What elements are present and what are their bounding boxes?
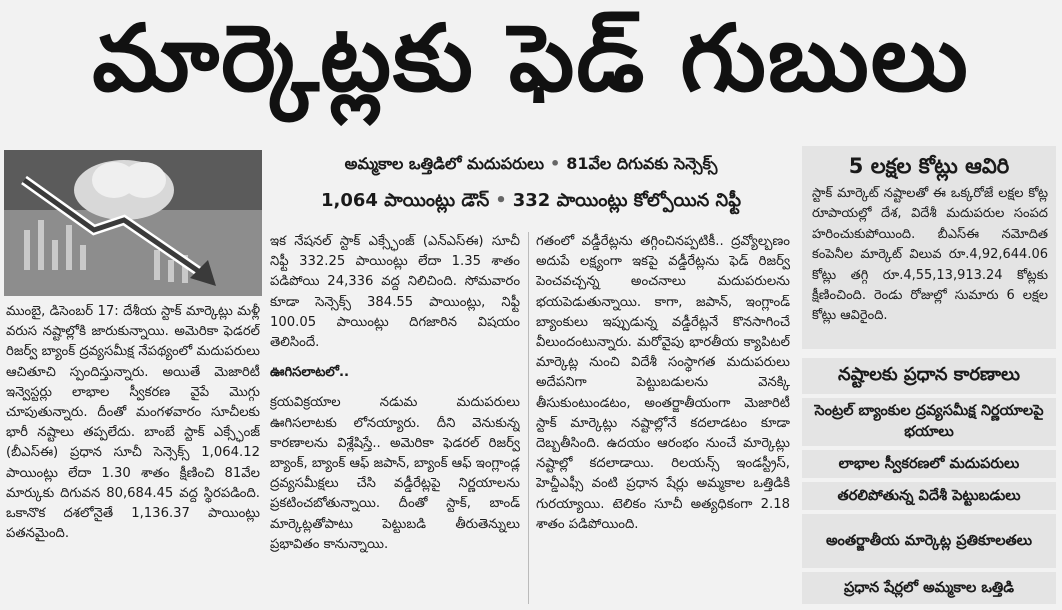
headline: మార్కెట్లకు ఫెడ్ గుబులు bbox=[92, 5, 970, 112]
sidebox-loss-summary bbox=[802, 146, 1056, 349]
column-2-paragraph-1: ఇక నేషనల్ స్టాక్ ఎక్స్ఛేంజ్ (ఎన్ఎస్ఈ) సూచీ నిఫ్టీ 332.25 పాయింట్లు లేదా 1.35 శాతం పడిపోయి 24,336 వద్ద నిలిచింది. సోమవారం కూడా సెన్సెక్స్ 384.55 పాయింట్లు, నిఫ్టీ 100.05 పాయింట్లు దిగజారిన విషయం తెలిసిందే. bbox=[270, 234, 520, 351]
falling-market-chart-photo bbox=[4, 150, 262, 296]
deck-line-1-part-2: 81వేల దిగువకు సెన్సెక్స్ bbox=[566, 154, 718, 173]
reasons-heading: నష్టాలకు ప్రధాన కారణాలు bbox=[802, 358, 1056, 394]
column-1-text bbox=[6, 302, 260, 606]
deck-separator: • bbox=[495, 190, 507, 211]
sidebox-title: 5 లక్షల కోట్లు ఆవిరి bbox=[848, 154, 1010, 178]
reason-item: ప్రధాన షేర్లలో అమ్మకాల ఒత్తిడి bbox=[802, 572, 1056, 604]
reason-item: తరలిపోతున్న విదేశీ పెట్టుబడులు bbox=[802, 482, 1056, 510]
deck-line-2-part-1: 1,064 పాయింట్లు డౌన్ bbox=[320, 190, 490, 211]
column-3-paragraph: గతంలో వడ్డీరేట్లను తగ్గించినప్పటికీ.. ద్రవ్యోల్బణం అదుపే లక్ష్యంగా ఇకపై వడ్డీరేట్లను ఫెడ్ రిజర్వ్ పెంచవచ్చన్న అంచనాలు మదుపరులను భయపెడుతున్నాయి. కాగా, జపాన్, ఇంగ్లాండ్ బ్యాంకులు ఇప్పుడున్న వడ్డీరేట్లనే కొనసాగించే వీలుందంటున్నారు. మరోవైపు భారతీయ క్యాపిటల్ మార్కెట్ల నుంచి విదేశీ సంస్థాగత మదుపరులు అదేపనిగా పెట్టుబడులను వెనక్కి తీసుకుంటుండటం, అంతర్జాతీయంగా మెజారిటీ స్టాక్ మార్కెట్లు నష్టాల్లోనే కదలాడటం కూడా దెబ్బతీసింది. ఉదయం ఆరంభం నుంచే మార్కెట్లు నష్టాల్లో కదలాడాయి. రిలయన్స్ ఇండస్ట్రీస్, హెచ్డీఎఫ్సీ వంటి ప్రధాన షేర్లు అమ్మకాల ఒత్తిడికి గురయ్యాయి. టెలికం సూచీ అత్యధికంగా 2.18 శాతం పడిపోయింది. bbox=[536, 234, 790, 532]
column-2-subhead: ఊగిసలాటలో.. bbox=[270, 365, 349, 381]
column-1-paragraph: ముంబై, డిసెంబర్ 17: దేశీయ స్టాక్ మార్కెట్లు మళ్లీ వరుస నష్టాల్లోకి జారుకున్నాయి. అమెరికా ఫెడరల్ రిజర్వ్ బ్యాంక్ ద్రవ్యసమీక్ష నేపథ్యంలో మదుపరులు ఆచితూచి స్పందిస్తున్నారు. అయితే మెజారిటీ ఇన్వెస్టర్లు లాభాల స్వీకరణ వైపే మొగ్గు చూపుతున్నారు. దీంతో మంగళవారం సూచీలకు భారీ నష్టాలు తప్పలేదు. బాంబే స్టాక్ ఎక్స్ఛేంజ్ (బీఎస్ఈ) ప్రధాన సూచీ సెన్సెక్స్ 1,064.12 పాయింట్లు లేదా 1.30 శాతం క్షీణించి 81వేల మార్కుకు దిగువన 80,684.45 వద్ద స్థిరపడింది. ఒకానొక దశలోనైతే 1,136.37 పాయింట్లు పతనమైంది. bbox=[6, 304, 260, 542]
deck-line-1 bbox=[266, 154, 796, 177]
column-3-text bbox=[536, 232, 790, 606]
column-divider bbox=[528, 232, 529, 604]
deck-line-1-part-1: అమ్మకాల ఒత్తిడిలో మదుపరులు bbox=[344, 154, 545, 173]
sidebox-body: స్టాక్ మార్కెట్ నష్టాలతో ఈ ఒక్కరోజే లక్షల కోట్ల రూపాయల్లో దేశ, విదేశీ మదుపరుల సంపద హరించుకుపోయింది. బీఎస్ఈ నమోదిత కంపెనీల మార్కెట్ విలువ రూ.4,92,644.06 కోట్లు తగ్గి రూ.4,55,13,913.24 కోట్లకు క్షీణించింది. రెండు రోజుల్లో సుమారు 6 లక్షల కోట్లు ఆవిరైంది. bbox=[812, 186, 1048, 324]
reason-item: సెంట్రల్ బ్యాంకుల ద్రవ్యసమీక్ష నిర్ణయాలపై భయాలు bbox=[802, 398, 1056, 446]
deck-line-2-part-2: 332 పాయింట్లు కోల్పోయిన నిఫ్టీ bbox=[512, 190, 741, 211]
column-2-text bbox=[270, 232, 520, 606]
reason-item: లాభాల స్వీకరణలో మదుపరులు bbox=[802, 450, 1056, 478]
deck-separator: • bbox=[550, 154, 561, 173]
chart-photo-graphic bbox=[4, 150, 262, 296]
deck-line-2 bbox=[266, 190, 796, 215]
column-2-paragraph-2: క్రయవిక్రయాల నడుమ మదుపరులు ఊగిసలాటకు లోనయ్యారు. దీని వెనుకున్న కారణాలను విశ్లేషిస్తే.. అమెరికా ఫెడరల్ రిజర్వ్ బ్యాంక్, బ్యాంక్ ఆఫ్ జపాన్, బ్యాంక్ ఆఫ్ ఇంగ్లాండ్ల ద్రవ్యసమీక్షలు చేసి వడ్డీరేట్లపై నిర్ణయాలను ప్రకటించబోతున్నాయి. దీంతో స్టాక్, బాండ్ మార్కెట్లతోపాటు పెట్టుబడి తీరుతెన్నులు ప్రభావితం కానున్నాయి. bbox=[270, 395, 520, 552]
reason-item: అంతర్జాతీయ మార్కెట్ల ప్రతికూలతలు bbox=[802, 514, 1056, 568]
